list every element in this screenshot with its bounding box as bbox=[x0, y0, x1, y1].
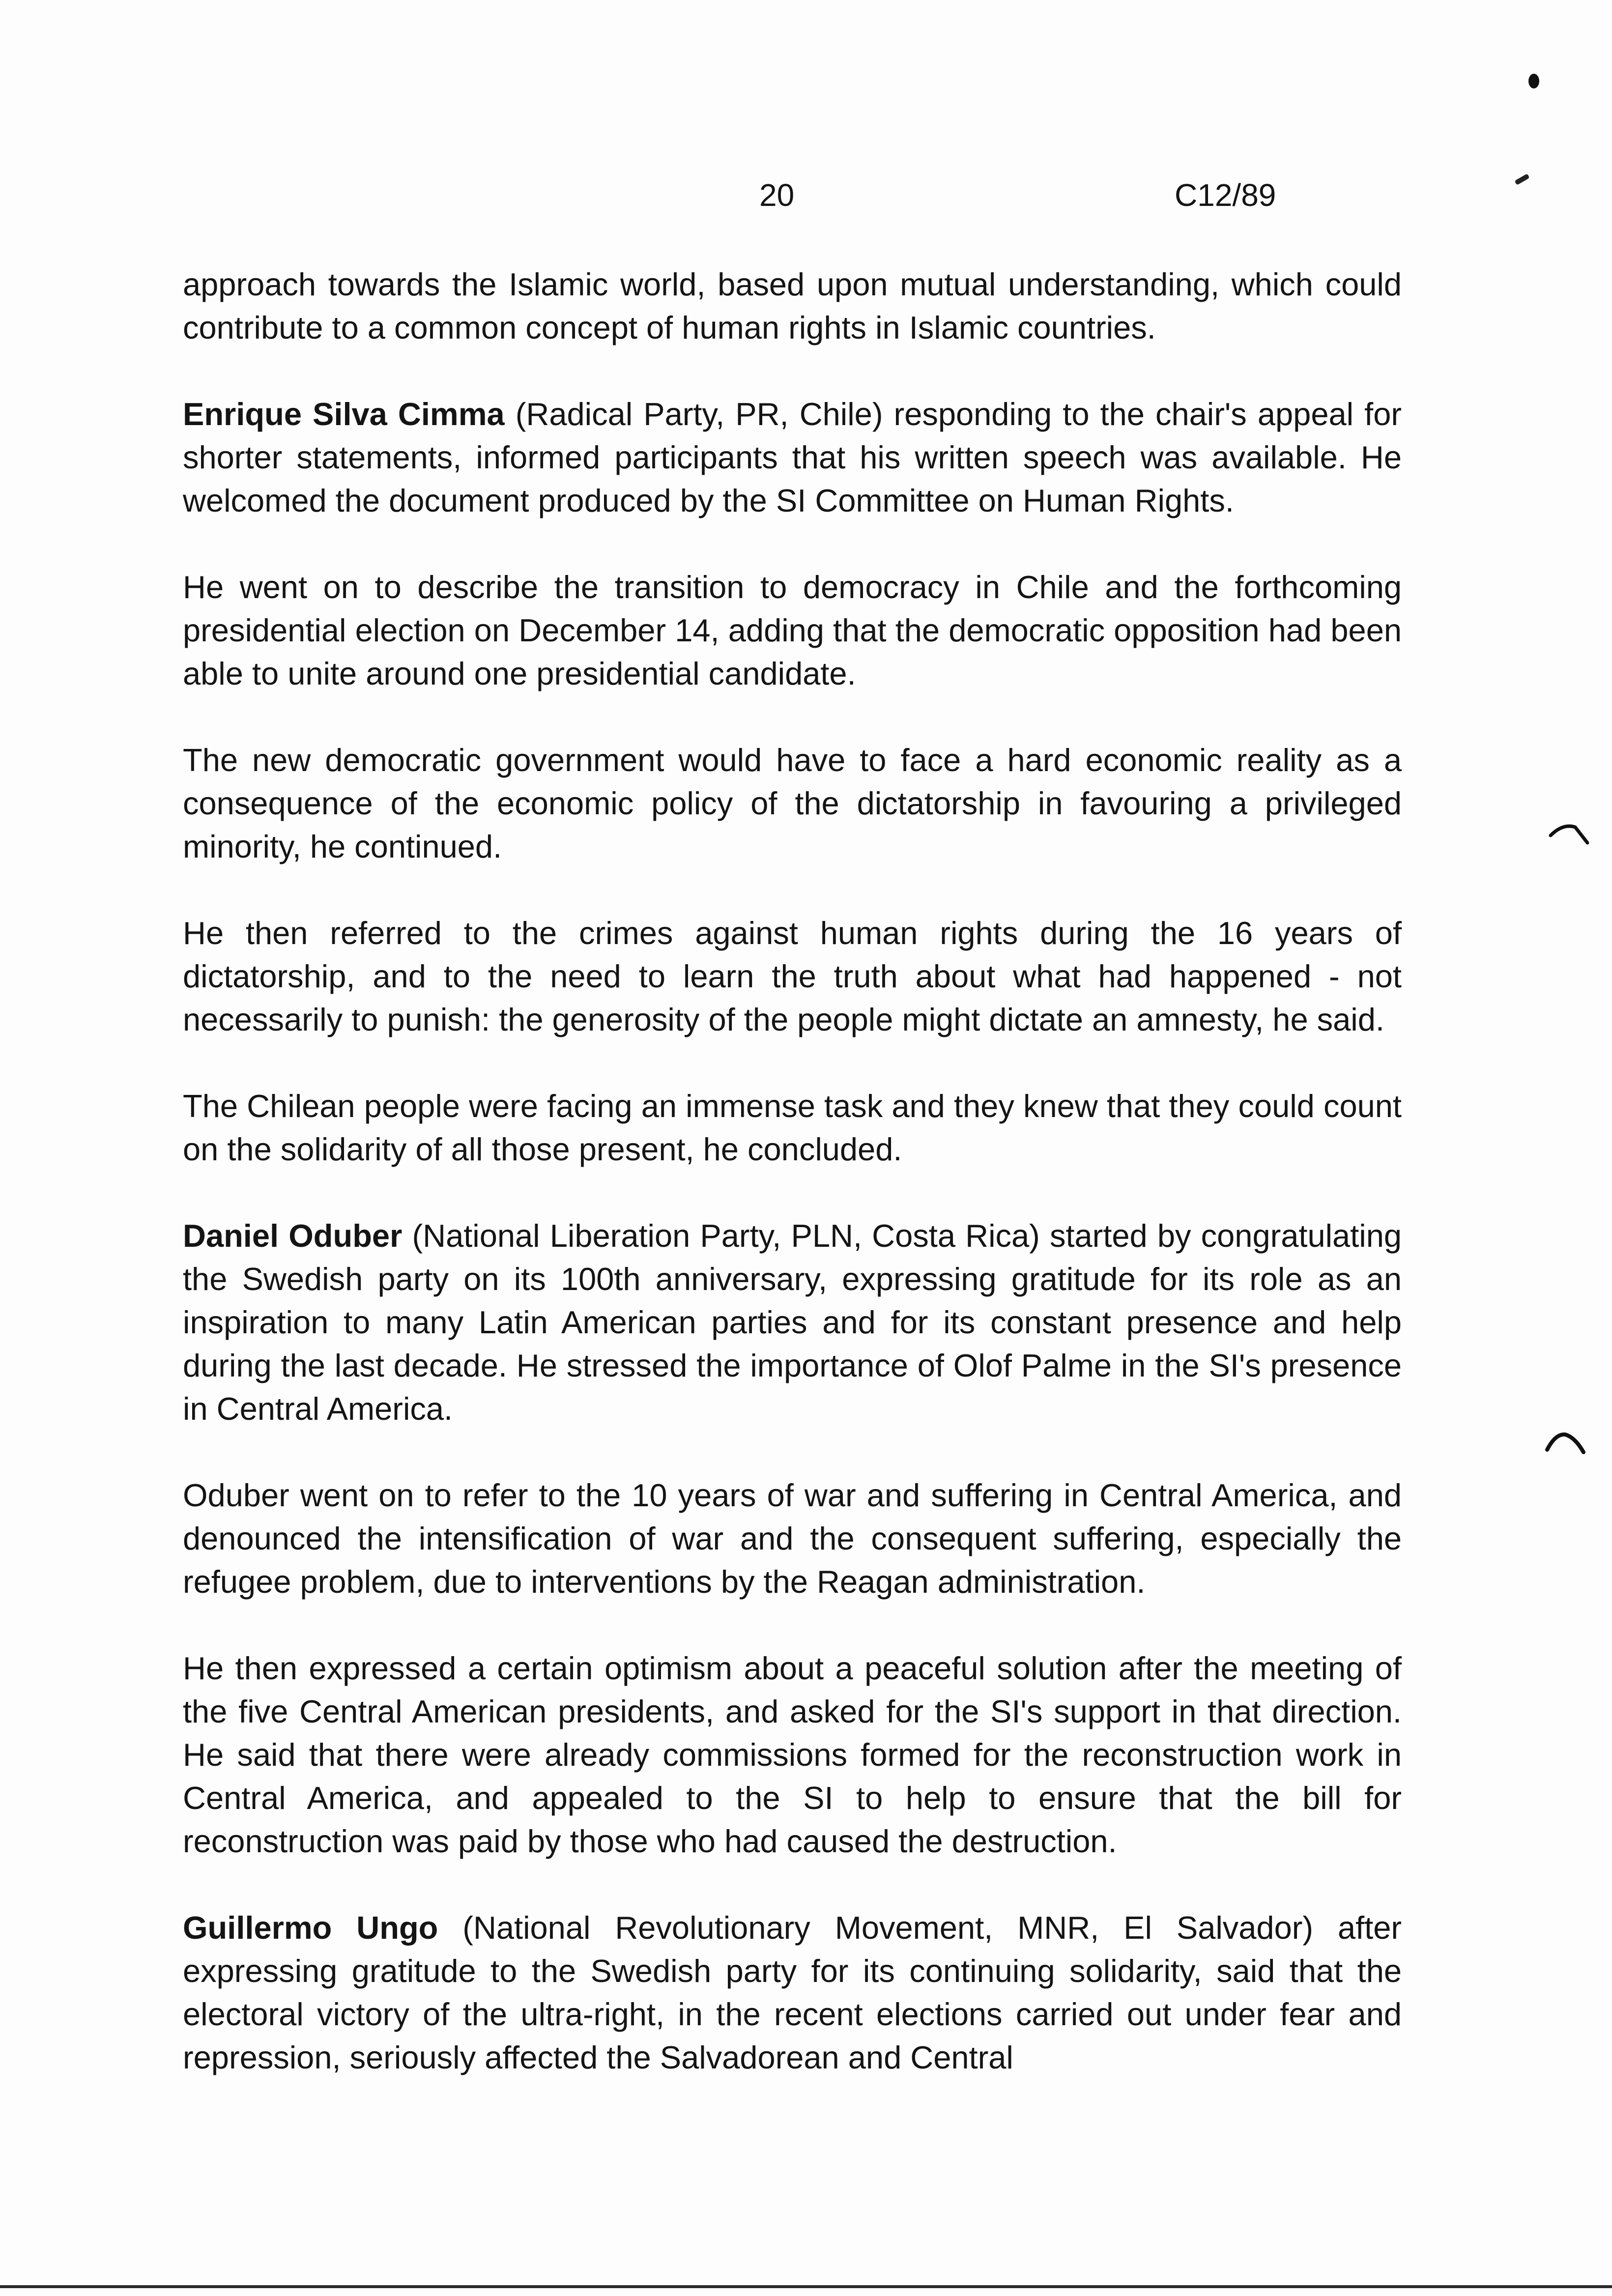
paragraph bbox=[183, 263, 1402, 349]
paragraph bbox=[183, 1474, 1402, 1604]
paragraph-text: He then referred to the crimes against human rights during the 16 years of dictatorship, and to the need to learn the truth about what had happened - not necessarily to punish: the generosity of the people might dictate an amnesty, he said. bbox=[183, 915, 1402, 1037]
page-number: 20 bbox=[759, 177, 795, 213]
paragraph-text: He then expressed a certain optimism about a peaceful solution after the meeting of the five Central American presidents, and asked for the SI's support in that direction. He said that there were already commissions formed for the reconstruction work in Central America, and appealed to the SI to help to ensure that the bill for reconstruction was paid by those who had caused the destruction. bbox=[183, 1650, 1402, 1859]
margin-caret-mark bbox=[1548, 818, 1592, 848]
paragraph-text: (National Liberation Party, PLN, Costa Rica) started by congratulating the Swedish party on its 100th anniversary, expressing gratitude for its role as an inspiration to many Latin American parties and for its constant presence and help during the last decade. He stressed the importance of Olof Palme in the SI's presence in Central America. bbox=[183, 1218, 1402, 1427]
paragraph bbox=[183, 393, 1402, 522]
paragraph bbox=[183, 566, 1402, 695]
document-body bbox=[183, 263, 1402, 2123]
page-header bbox=[0, 177, 1612, 221]
paragraph bbox=[183, 1085, 1402, 1171]
paragraph bbox=[183, 912, 1402, 1041]
paragraph-text: (National Revolutionary Movement, MNR, El Salvador) after expressing gratitude to the Swedish party for its continuing solidarity, said that the electoral victory of the ultra-right, in the recent elections carried out under fear and repression, seriously affected the Salvadorean and Central bbox=[183, 1910, 1402, 2075]
paragraph bbox=[183, 1214, 1402, 1431]
paragraph-text: approach towards the Islamic world, based upon mutual understanding, which could contribute to a common concept of human rights in Islamic countries. bbox=[183, 266, 1402, 345]
ink-dot-mark bbox=[1528, 74, 1539, 88]
paragraph bbox=[183, 1647, 1402, 1863]
paragraph-text: (Radical Party, PR, Chile) responding to the chair's appeal for shorter statements, informed participants that his written speech was available. He welcomed the document produced by the SI Committee on Human Rights. bbox=[183, 396, 1402, 518]
document-reference: C12/89 bbox=[1175, 177, 1276, 213]
paragraph-text: The Chilean people were facing an immense task and they knew that they could count on the solidarity of all those present, he concluded. bbox=[183, 1088, 1402, 1167]
paragraph bbox=[183, 739, 1402, 868]
paragraph-text: Oduber went on to refer to the 10 years of war and suffering in Central America, and denounced the intensification of war and the consequent suffering, especially the refugee problem, due to interventions by the Reagan administration. bbox=[183, 1477, 1402, 1600]
speaker-name: Daniel Oduber bbox=[183, 1218, 403, 1254]
speaker-name: Enrique Silva Cimma bbox=[183, 396, 505, 432]
speaker-name: Guillermo Ungo bbox=[183, 1910, 438, 1946]
paragraph-text: He went on to describe the transition to democracy in Chile and the forthcoming presidential election on December 14, adding that the democratic opposition had been able to unite around one presidential candidate. bbox=[183, 569, 1402, 691]
page-bottom-rule bbox=[0, 2285, 1612, 2288]
paragraph bbox=[183, 1906, 1402, 2079]
paragraph-text: The new democratic government would have to face a hard economic reality as a consequence of the economic policy of the dictatorship in favouring a privileged minority, he continued. bbox=[183, 742, 1402, 864]
margin-caret-mark bbox=[1543, 1428, 1587, 1457]
